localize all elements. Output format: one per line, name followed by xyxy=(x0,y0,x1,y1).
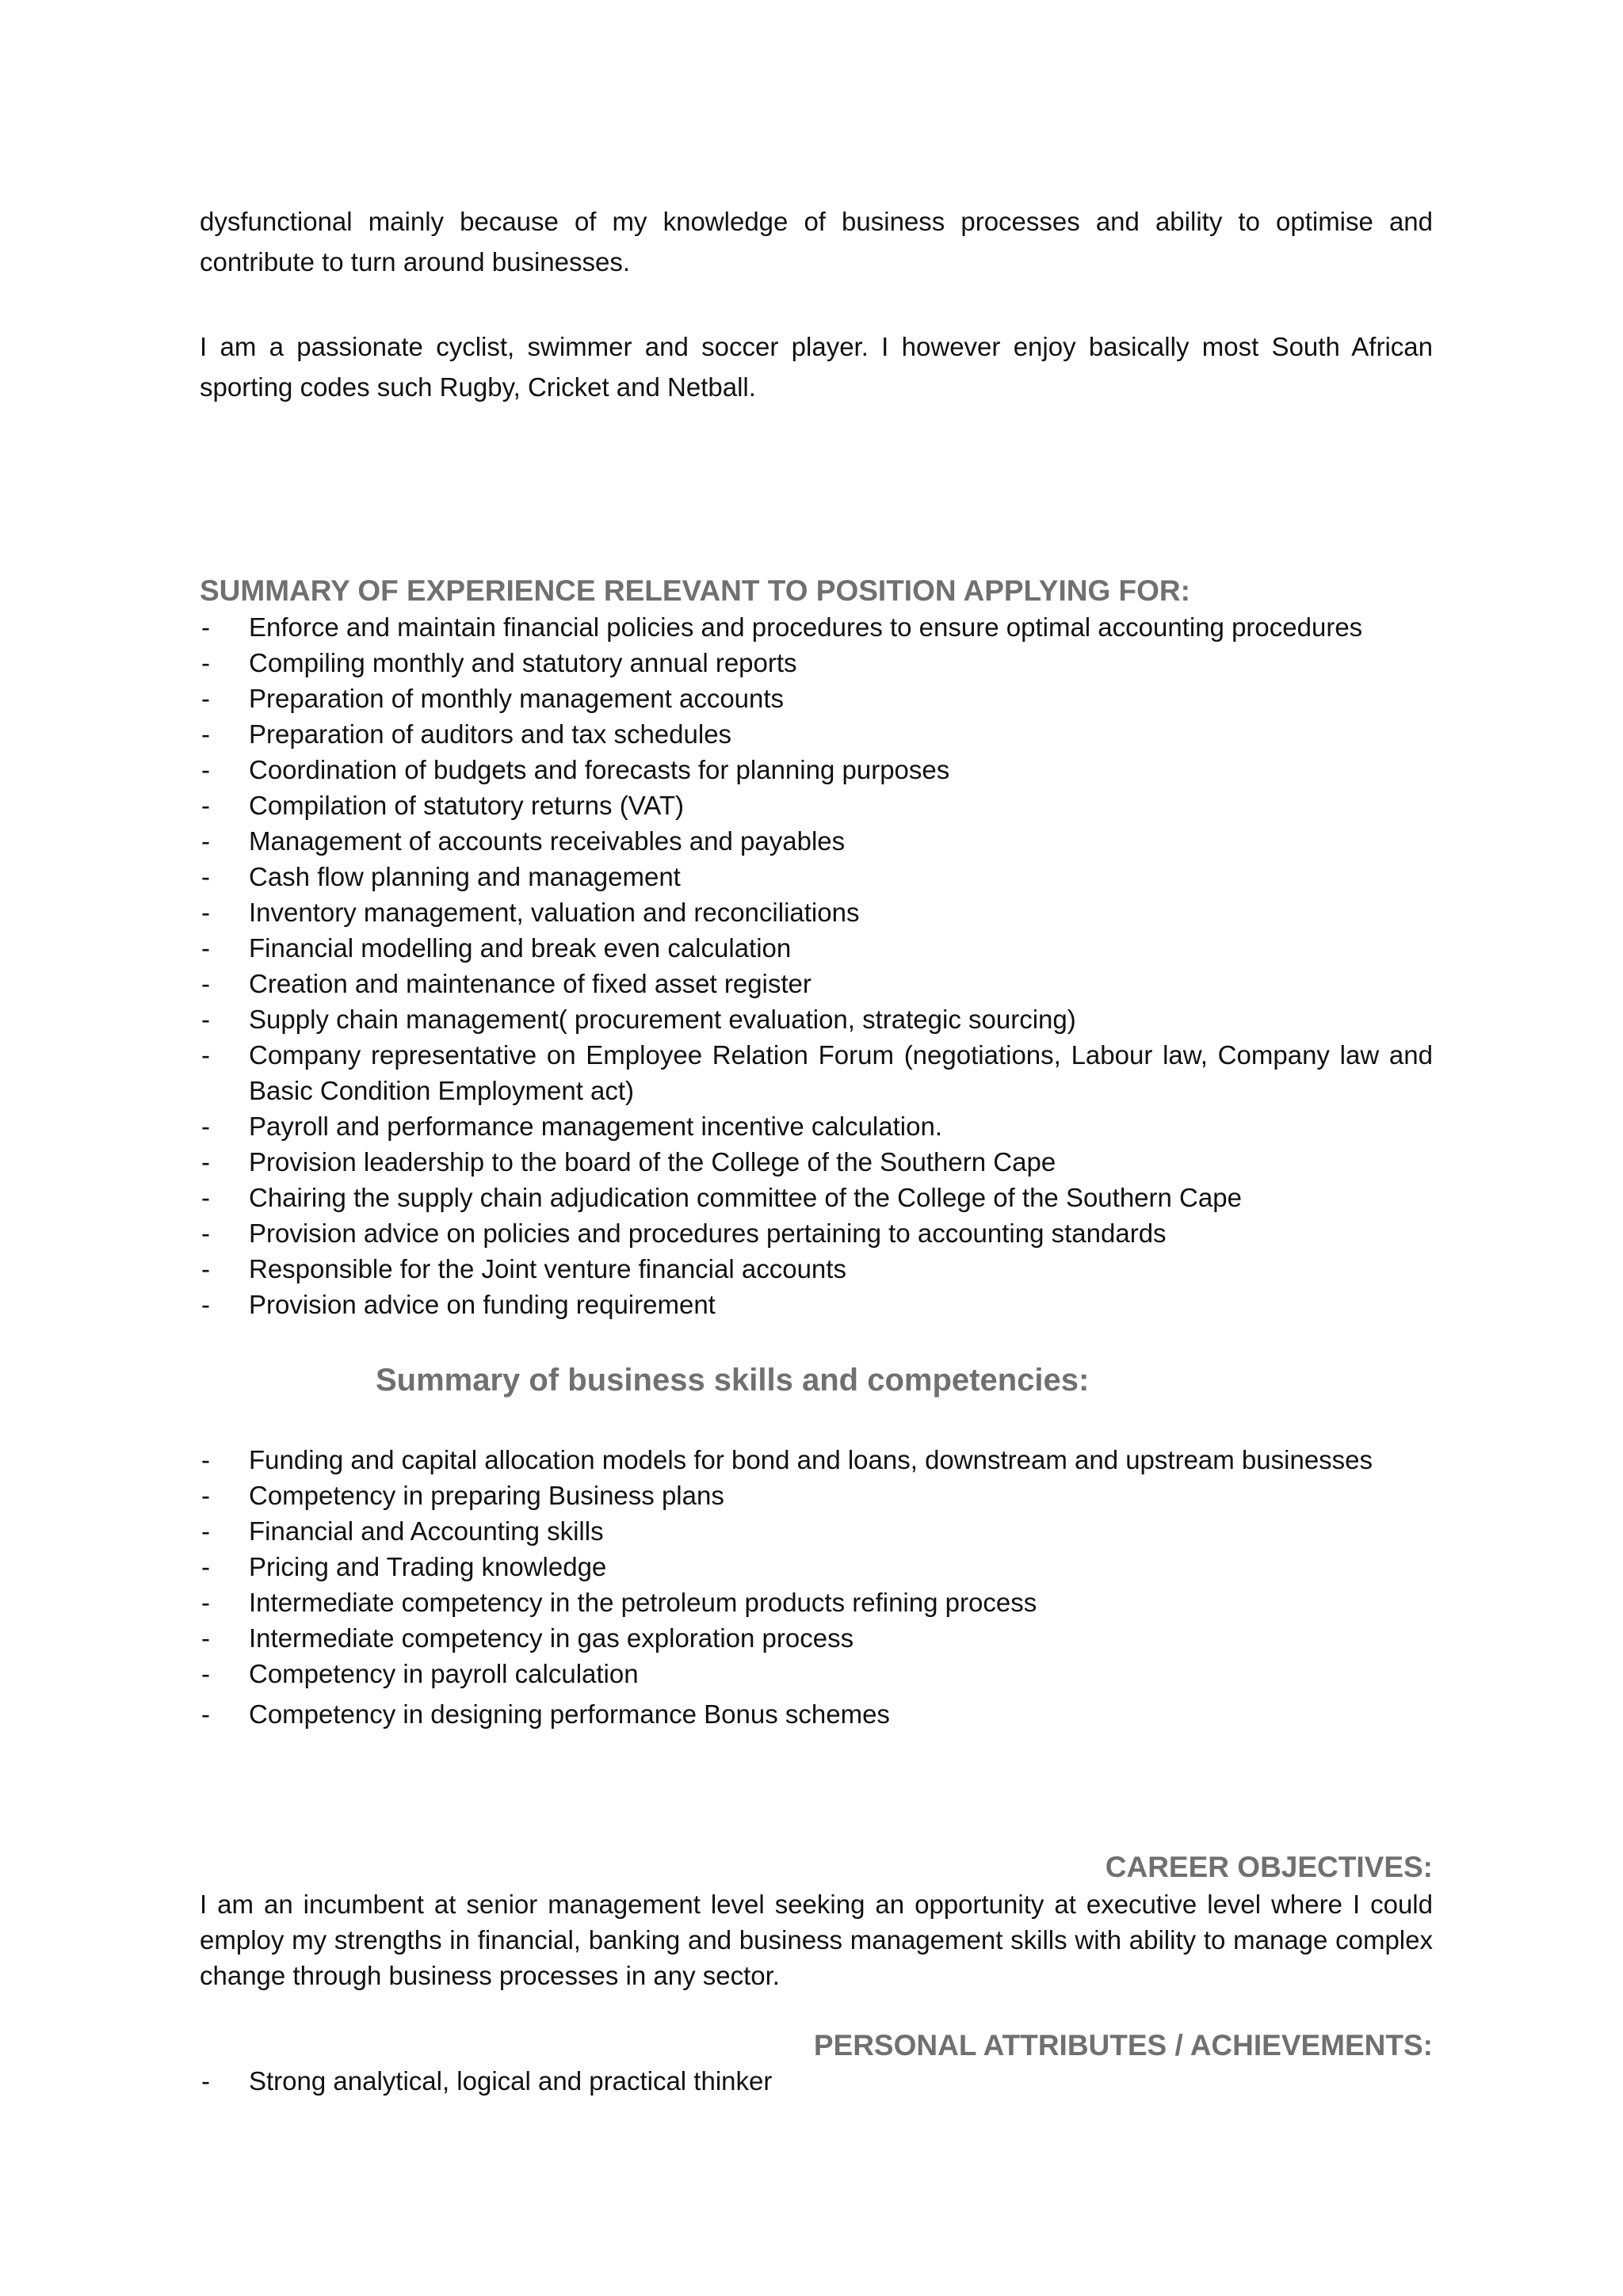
experience-list xyxy=(200,609,1433,1322)
list-item-text: Funding and capital allocation models for bond and loans, downstream and upstream businesses xyxy=(249,1445,1373,1474)
list-item-text: Responsible for the Joint venture financial accounts xyxy=(249,1254,846,1283)
list-item-text: Preparation of auditors and tax schedules xyxy=(249,719,732,749)
list-item-text: Management of accounts receivables and payables xyxy=(249,826,846,856)
list-item-text: Payroll and performance management incentive calculation. xyxy=(249,1112,942,1141)
bullet-dash: - xyxy=(201,1005,210,1034)
bullet-dash: - xyxy=(201,1588,210,1617)
list-item xyxy=(200,1696,1433,1732)
list-item xyxy=(200,1549,1433,1585)
list-item-text: Competency in payroll calculation xyxy=(249,1659,639,1688)
bullet-dash: - xyxy=(201,1552,210,1581)
list-item-text: Competency in designing performance Bonus schemes xyxy=(249,1699,890,1729)
attributes-heading: PERSONAL ATTRIBUTES / ACHIEVEMENTS: xyxy=(813,2029,1433,2061)
bullet-dash: - xyxy=(201,826,210,856)
list-item-text: Creation and maintenance of fixed asset register xyxy=(249,969,812,998)
bullet-dash: - xyxy=(201,1516,210,1546)
bullet-dash: - xyxy=(201,1112,210,1141)
list-item xyxy=(200,1287,1433,1322)
list-item-text: Company representative on Employee Relation Forum (negotiations, Labour law, Company law and Basic Condition Employment act) xyxy=(249,1040,1433,1105)
list-item xyxy=(200,1144,1433,1180)
bullet-dash: - xyxy=(201,1219,210,1248)
list-item-text: Intermediate competency in the petroleum products refining process xyxy=(249,1588,1037,1617)
bullet-dash: - xyxy=(201,1445,210,1474)
list-item xyxy=(200,1620,1433,1656)
bullet-dash: - xyxy=(201,2066,210,2096)
skills-list xyxy=(200,1442,1433,1732)
bullet-dash: - xyxy=(201,1699,210,1729)
list-item-text: Strong analytical, logical and practical thinker xyxy=(249,2066,773,2096)
list-item-text: Pricing and Trading knowledge xyxy=(249,1552,607,1581)
bullet-dash: - xyxy=(201,1659,210,1688)
intro-paragraph: dysfunctional mainly because of my knowledge of business processes and ability to optimise and contribute to turn around businesses. xyxy=(200,207,1433,277)
list-item xyxy=(200,2063,1433,2099)
list-item xyxy=(200,1478,1433,1513)
career-heading: CAREER OBJECTIVES: xyxy=(1105,1851,1433,1883)
list-item xyxy=(200,1251,1433,1287)
experience-heading: SUMMARY OF EXPERIENCE RELEVANT TO POSITION APPLYING FOR: xyxy=(200,574,1190,607)
list-item xyxy=(200,1442,1433,1478)
list-item xyxy=(200,859,1433,894)
list-item-text: Inventory management, valuation and reconciliations xyxy=(249,898,860,927)
bullet-dash: - xyxy=(201,1290,210,1319)
list-item xyxy=(200,1585,1433,1620)
list-item xyxy=(200,716,1433,752)
list-item-text: Provision leadership to the board of the College of the Southern Cape xyxy=(249,1147,1056,1177)
bullet-dash: - xyxy=(201,933,210,963)
bullet-dash: - xyxy=(201,684,210,713)
bullet-dash: - xyxy=(201,719,210,749)
list-item xyxy=(200,788,1433,823)
bullet-dash: - xyxy=(201,1183,210,1212)
bullet-dash: - xyxy=(201,898,210,927)
list-item xyxy=(200,609,1433,645)
list-item xyxy=(200,1180,1433,1215)
list-item-text: Preparation of monthly management accounts xyxy=(249,684,785,713)
bullet-dash: - xyxy=(201,648,210,677)
list-item xyxy=(200,1513,1433,1549)
list-item xyxy=(200,645,1433,681)
bullet-dash: - xyxy=(201,862,210,891)
list-item-text: Enforce and maintain financial policies and procedures to ensure optimal accounting procedures xyxy=(249,612,1363,642)
list-item-text: Provision advice on funding requirement xyxy=(249,1290,716,1319)
skills-heading: Summary of business skills and competencies: xyxy=(376,1363,1090,1398)
list-item-text: Intermediate competency in gas exploration process xyxy=(249,1623,854,1653)
list-item xyxy=(200,1001,1433,1037)
list-item-text: Compilation of statutory returns (VAT) xyxy=(249,791,684,820)
bullet-dash: - xyxy=(201,1254,210,1283)
list-item-text: Financial modelling and break even calculation xyxy=(249,933,792,963)
bullet-dash: - xyxy=(201,755,210,784)
list-item-text: Compiling monthly and statutory annual reports xyxy=(249,648,797,677)
list-item xyxy=(200,752,1433,788)
bullet-dash: - xyxy=(201,1623,210,1653)
bullet-dash: - xyxy=(201,1040,210,1070)
list-item xyxy=(200,681,1433,716)
list-item xyxy=(200,823,1433,859)
list-item xyxy=(200,1215,1433,1251)
list-item-text: Chairing the supply chain adjudication committee of the College of the Southern Cape xyxy=(249,1183,1242,1212)
list-item xyxy=(200,930,1433,966)
career-paragraph: I am an incumbent at senior management level seeking an opportunity at executive level where I could employ my strengths in financial, banking and business management skills with ability to manage complex change through business processes in any sector. xyxy=(200,1890,1433,1990)
list-item-text: Coordination of budgets and forecasts for planning purposes xyxy=(249,755,950,784)
bullet-dash: - xyxy=(201,791,210,820)
list-item-text: Cash flow planning and management xyxy=(249,862,681,891)
list-item xyxy=(200,1656,1433,1691)
bullet-dash: - xyxy=(201,612,210,642)
bullet-dash: - xyxy=(201,969,210,998)
attributes-list xyxy=(200,2063,1433,2099)
list-item xyxy=(200,1037,1433,1108)
list-item xyxy=(200,966,1433,1001)
list-item-text: Financial and Accounting skills xyxy=(249,1516,604,1546)
list-item-text: Supply chain management( procurement evaluation, strategic sourcing) xyxy=(249,1005,1076,1034)
list-item-text: Provision advice on policies and procedures pertaining to accounting standards xyxy=(249,1219,1167,1248)
bullet-dash: - xyxy=(201,1481,210,1510)
bullet-dash: - xyxy=(201,1147,210,1177)
list-item xyxy=(200,894,1433,930)
hobbies-paragraph: I am a passionate cyclist, swimmer and soccer player. I however enjoy basically most South African sporting codes such Rugby, Cricket and Netball. xyxy=(200,332,1433,402)
list-item xyxy=(200,1108,1433,1144)
list-item-text: Competency in preparing Business plans xyxy=(249,1481,724,1510)
